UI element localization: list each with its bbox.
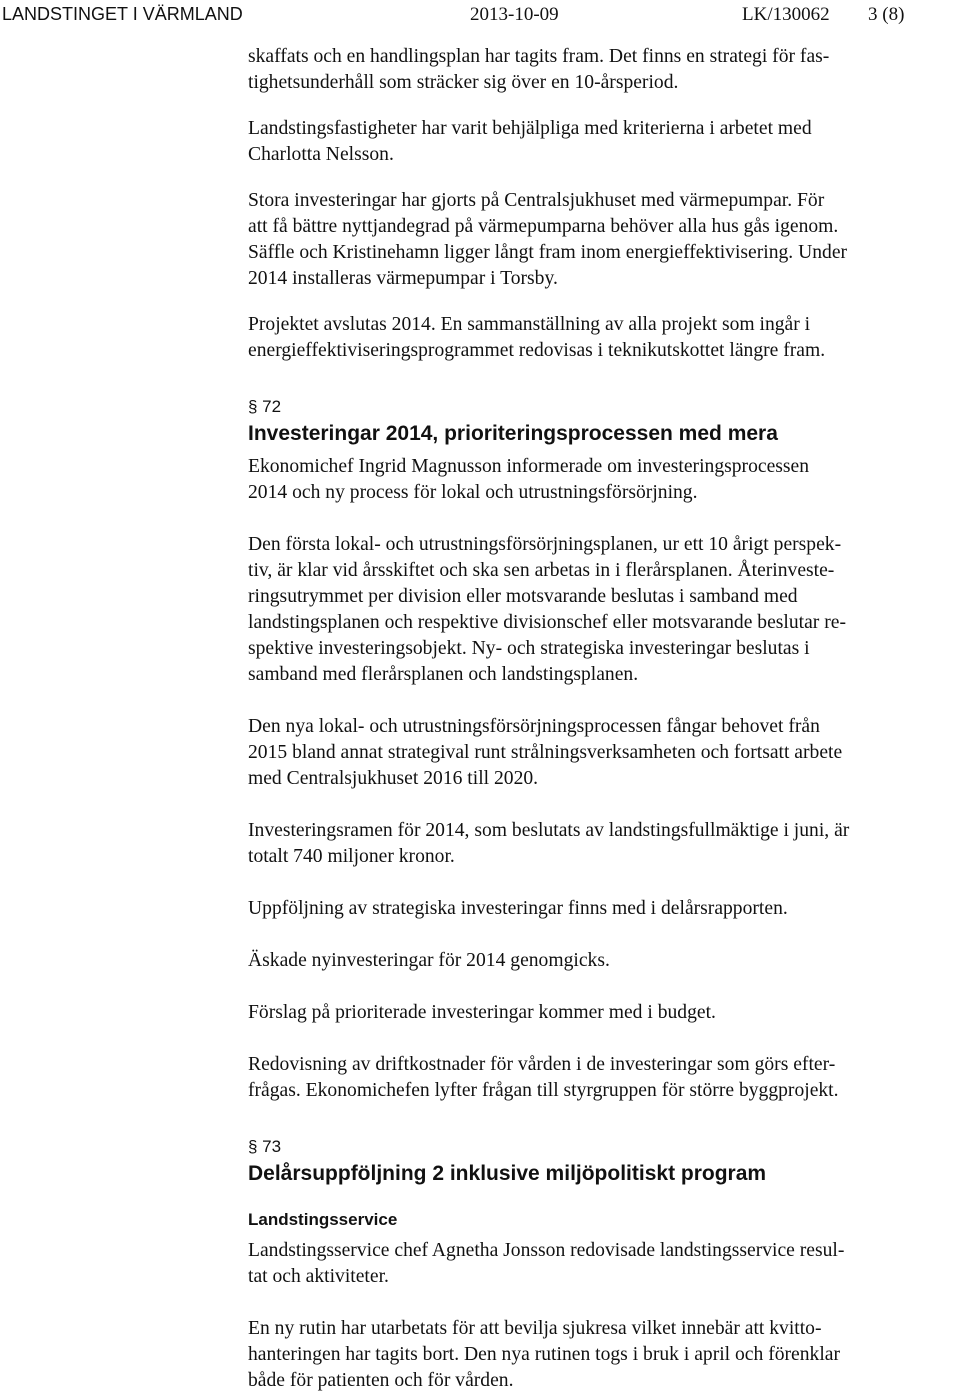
paragraph: Projektet avslutas 2014. En sammanställning av alla projekt som ingår i energieffektiviseringsprogrammet redovisas i teknikutskottet längre fram. <box>248 314 826 361</box>
paragraph: Landstingsservice chef Agnetha Jonsson redovisade landstingsservice resul- tat och aktiviteter. <box>248 1240 845 1287</box>
paragraph: Stora investeringar har gjorts på Centralsjukhuset med värmepumpar. För att få bättre nyttjandegrad på värmepumparna behöver alla hus gås igenom. Säffle och Kristinehamn ligger långt fram inom energieffektivisering. Under 2014 installeras värmepumpar i Torsby. <box>248 190 848 289</box>
paragraph: Förslag på prioriterade investeringar kommer med i budget. <box>248 1002 716 1023</box>
section-number: § 73 <box>248 1137 282 1156</box>
paragraph: Den första lokal- och utrustningsförsörjningsplanen, ur ett 10 årigt perspek- tiv, är klar vid årsskiftet och ska sen arbetas in i flerårsplanen. Återinveste- ringsutrymmet per division eller motsvarande beslutas i samband med landstingsplanen och respektive divisionschef eller motsvarande beslutar re- spektive investeringsobjekt. Ny- och strategiska investeringar beslutas i samband med flerårsplanen och landstingsplanen. <box>248 534 846 685</box>
section-title: Delårsuppföljning 2 inklusive miljöpolitiskt program <box>248 1162 767 1185</box>
section-title: Investeringar 2014, prioriteringsprocessen med mera <box>248 422 778 445</box>
subheading: Landstingsservice <box>248 1210 398 1229</box>
paragraph: Uppföljning av strategiska investeringar finns med i delårsrapporten. <box>248 898 788 919</box>
page-header <box>2 4 946 28</box>
section-number: § 72 <box>248 397 282 416</box>
header-page-number: 3 (8) <box>868 4 905 25</box>
paragraph: Redovisning av driftkostnader för vården i de investeringar som görs efter- frågas. Ekonomichefen lyfter frågan till styrgruppen för större byggprojekt. <box>248 1054 839 1101</box>
section-73 <box>248 1136 956 1394</box>
paragraph: Landstingsfastigheter har varit behjälpliga med kriterierna i arbetet med Charlotta Nelsson. <box>248 118 812 165</box>
paragraph: Investeringsramen för 2014, som beslutats av landstingsfullmäktige i juni, är totalt 740 miljoner kronor. <box>248 820 850 867</box>
document-body <box>248 44 956 1394</box>
header-date: 2013-10-09 <box>470 4 559 25</box>
paragraph: Ekonomichef Ingrid Magnusson informerade om investeringsprocessen 2014 och ny process för lokal och utrustningsförsörjning. <box>248 456 810 503</box>
header-organization: LANDSTINGET I VÄRMLAND <box>2 4 243 24</box>
paragraph: Den nya lokal- och utrustningsförsörjningsprocessen fångar behovet från 2015 bland annat strategival runt strålningsverksamheten och fortsatt arbete med Centralsjukhuset 2016 till 2020. <box>248 716 843 789</box>
paragraph: En ny rutin har utarbetats för att bevilja sjukresa vilket innebär att kvitto- hanteringen har tagits bort. Den nya rutinen togs i bruk i april och förenklar både för patienten och för vården. <box>248 1318 840 1391</box>
paragraph: skaffats och en handlingsplan har tagits fram. Det finns en strategi för fas- tighetsunderhåll som sträcker sig över en 10-årsperiod. <box>248 46 830 93</box>
paragraph: Äskade nyinvesteringar för 2014 genomgicks. <box>248 950 610 971</box>
header-reference: LK/130062 <box>742 4 830 25</box>
section-72 <box>248 396 956 1104</box>
